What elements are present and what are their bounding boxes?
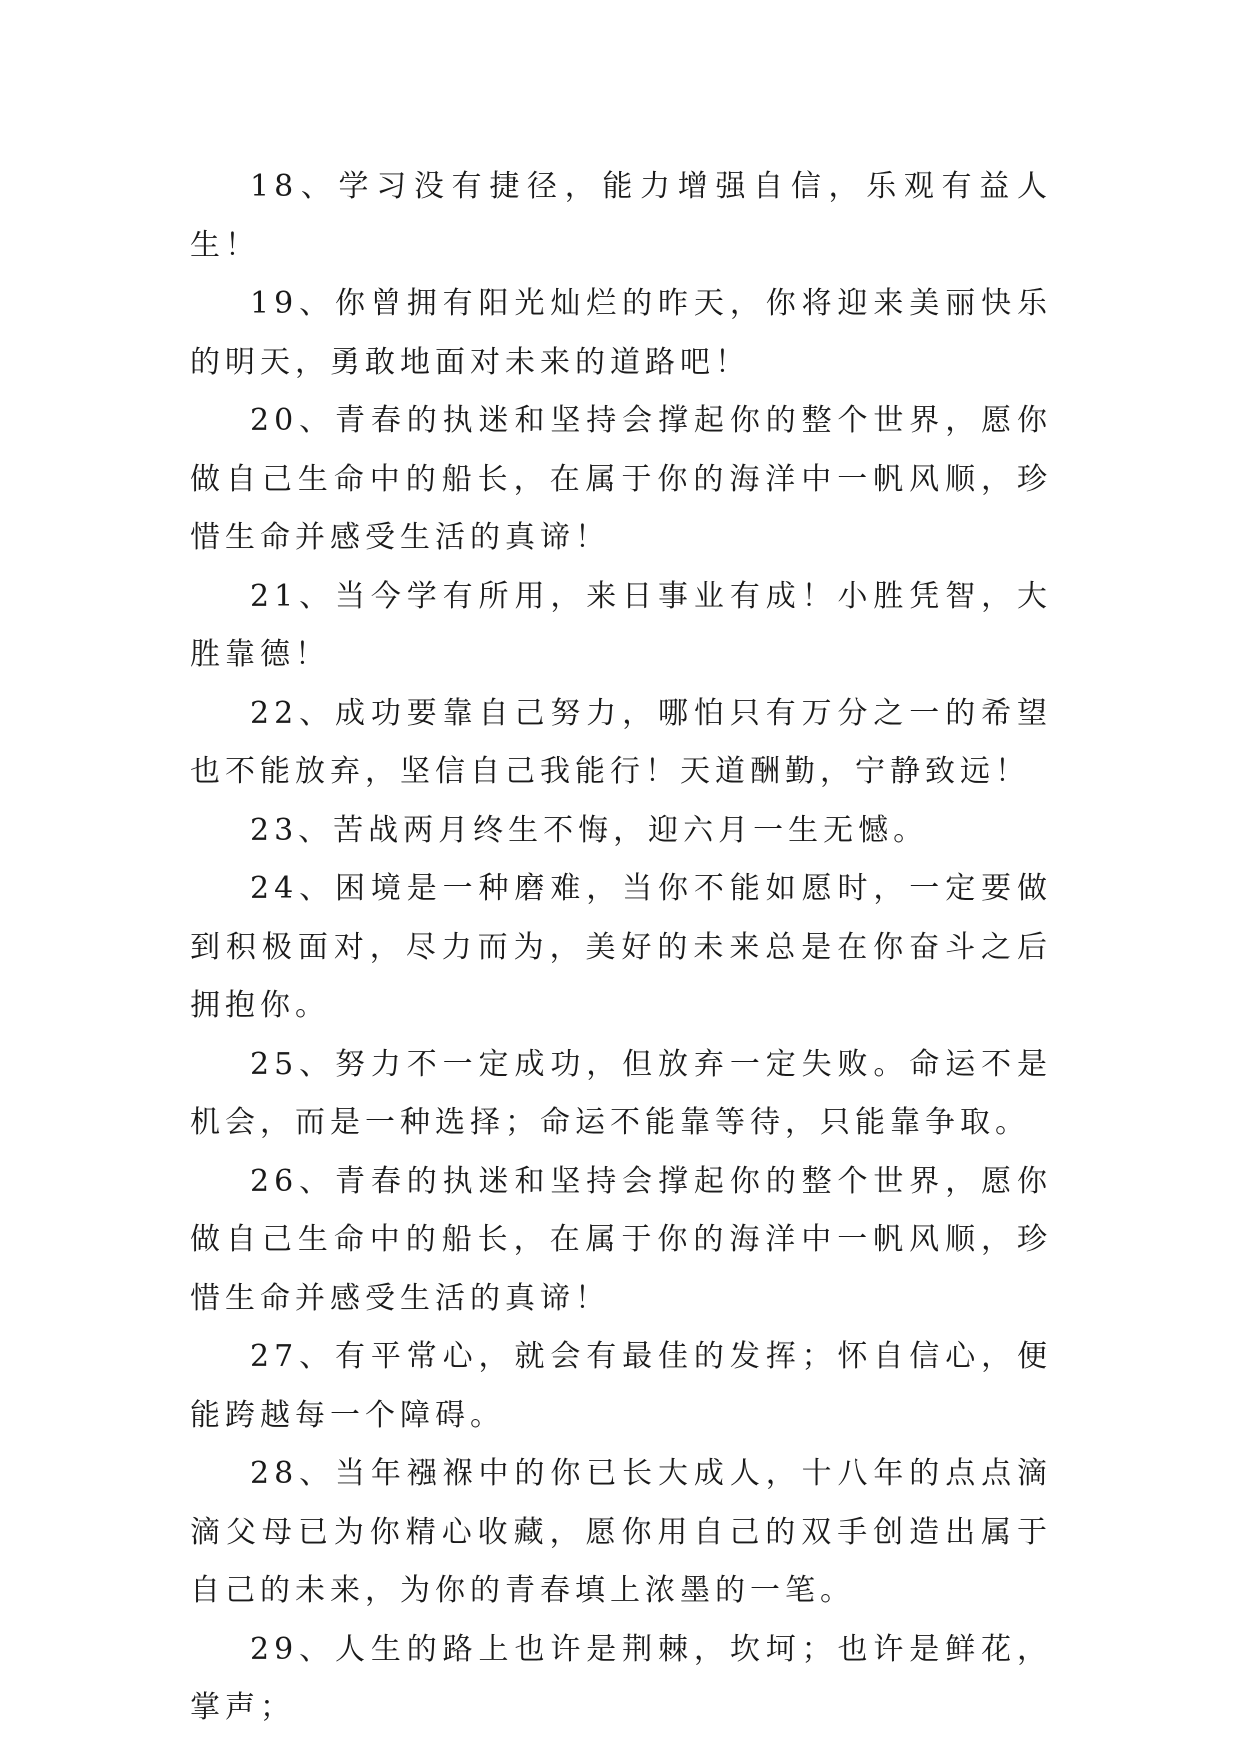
- document-body: [190, 158, 1052, 1738]
- paragraph-19: 19、你曾拥有阳光灿烂的昨天，你将迎来美丽快乐的明天，勇敢地面对未来的道路吧！: [190, 286, 1052, 380]
- paragraph-18: 18、学习没有捷径，能力增强自信，乐观有益人生！: [190, 169, 1052, 263]
- paragraph-23: 23、苦战两月终生不悔，迎六月一生无憾。: [250, 812, 929, 848]
- paragraph-29: 29、人生的路上也许是荆棘，坎坷；也许是鲜花，掌声；: [190, 1631, 1052, 1725]
- paragraph-28: 28、当年襁褓中的你已长大成人，十八年的点点滴滴父母已为你精心收藏，愿你用自己的双手创造出属于自己的未来，为你的青春填上浓墨的一笔。: [190, 1456, 1052, 1608]
- paragraph-25: 25、努力不一定成功，但放弃一定失败。命运不是机会，而是一种选择；命运不能靠等待，只能靠争取。: [190, 1046, 1052, 1140]
- paragraph-26: 26、青春的执迷和坚持会撑起你的整个世界，愿你做自己生命中的船长，在属于你的海洋中一帆风顺，珍惜生命并感受生活的真谛！: [190, 1163, 1052, 1316]
- paragraph-21: 21、当今学有所用，来日事业有成！小胜凭智，大胜靠德！: [190, 578, 1052, 672]
- paragraph-22: 22、成功要靠自己努力，哪怕只有万分之一的希望也不能放弃，坚信自己我能行！天道酬勤，宁静致远！: [190, 695, 1052, 789]
- paragraph-24: 24、困境是一种磨难，当你不能如愿时，一定要做到积极面对，尽力而为，美好的未来总是在你奋斗之后拥抱你。: [190, 871, 1052, 1023]
- paragraph-20: 20、青春的执迷和坚持会撑起你的整个世界，愿你做自己生命中的船长，在属于你的海洋中一帆风顺，珍惜生命并感受生活的真谛！: [190, 403, 1052, 555]
- paragraph-27: 27、有平常心，就会有最佳的发挥；怀自信心，便能跨越每一个障碍。: [190, 1339, 1052, 1433]
